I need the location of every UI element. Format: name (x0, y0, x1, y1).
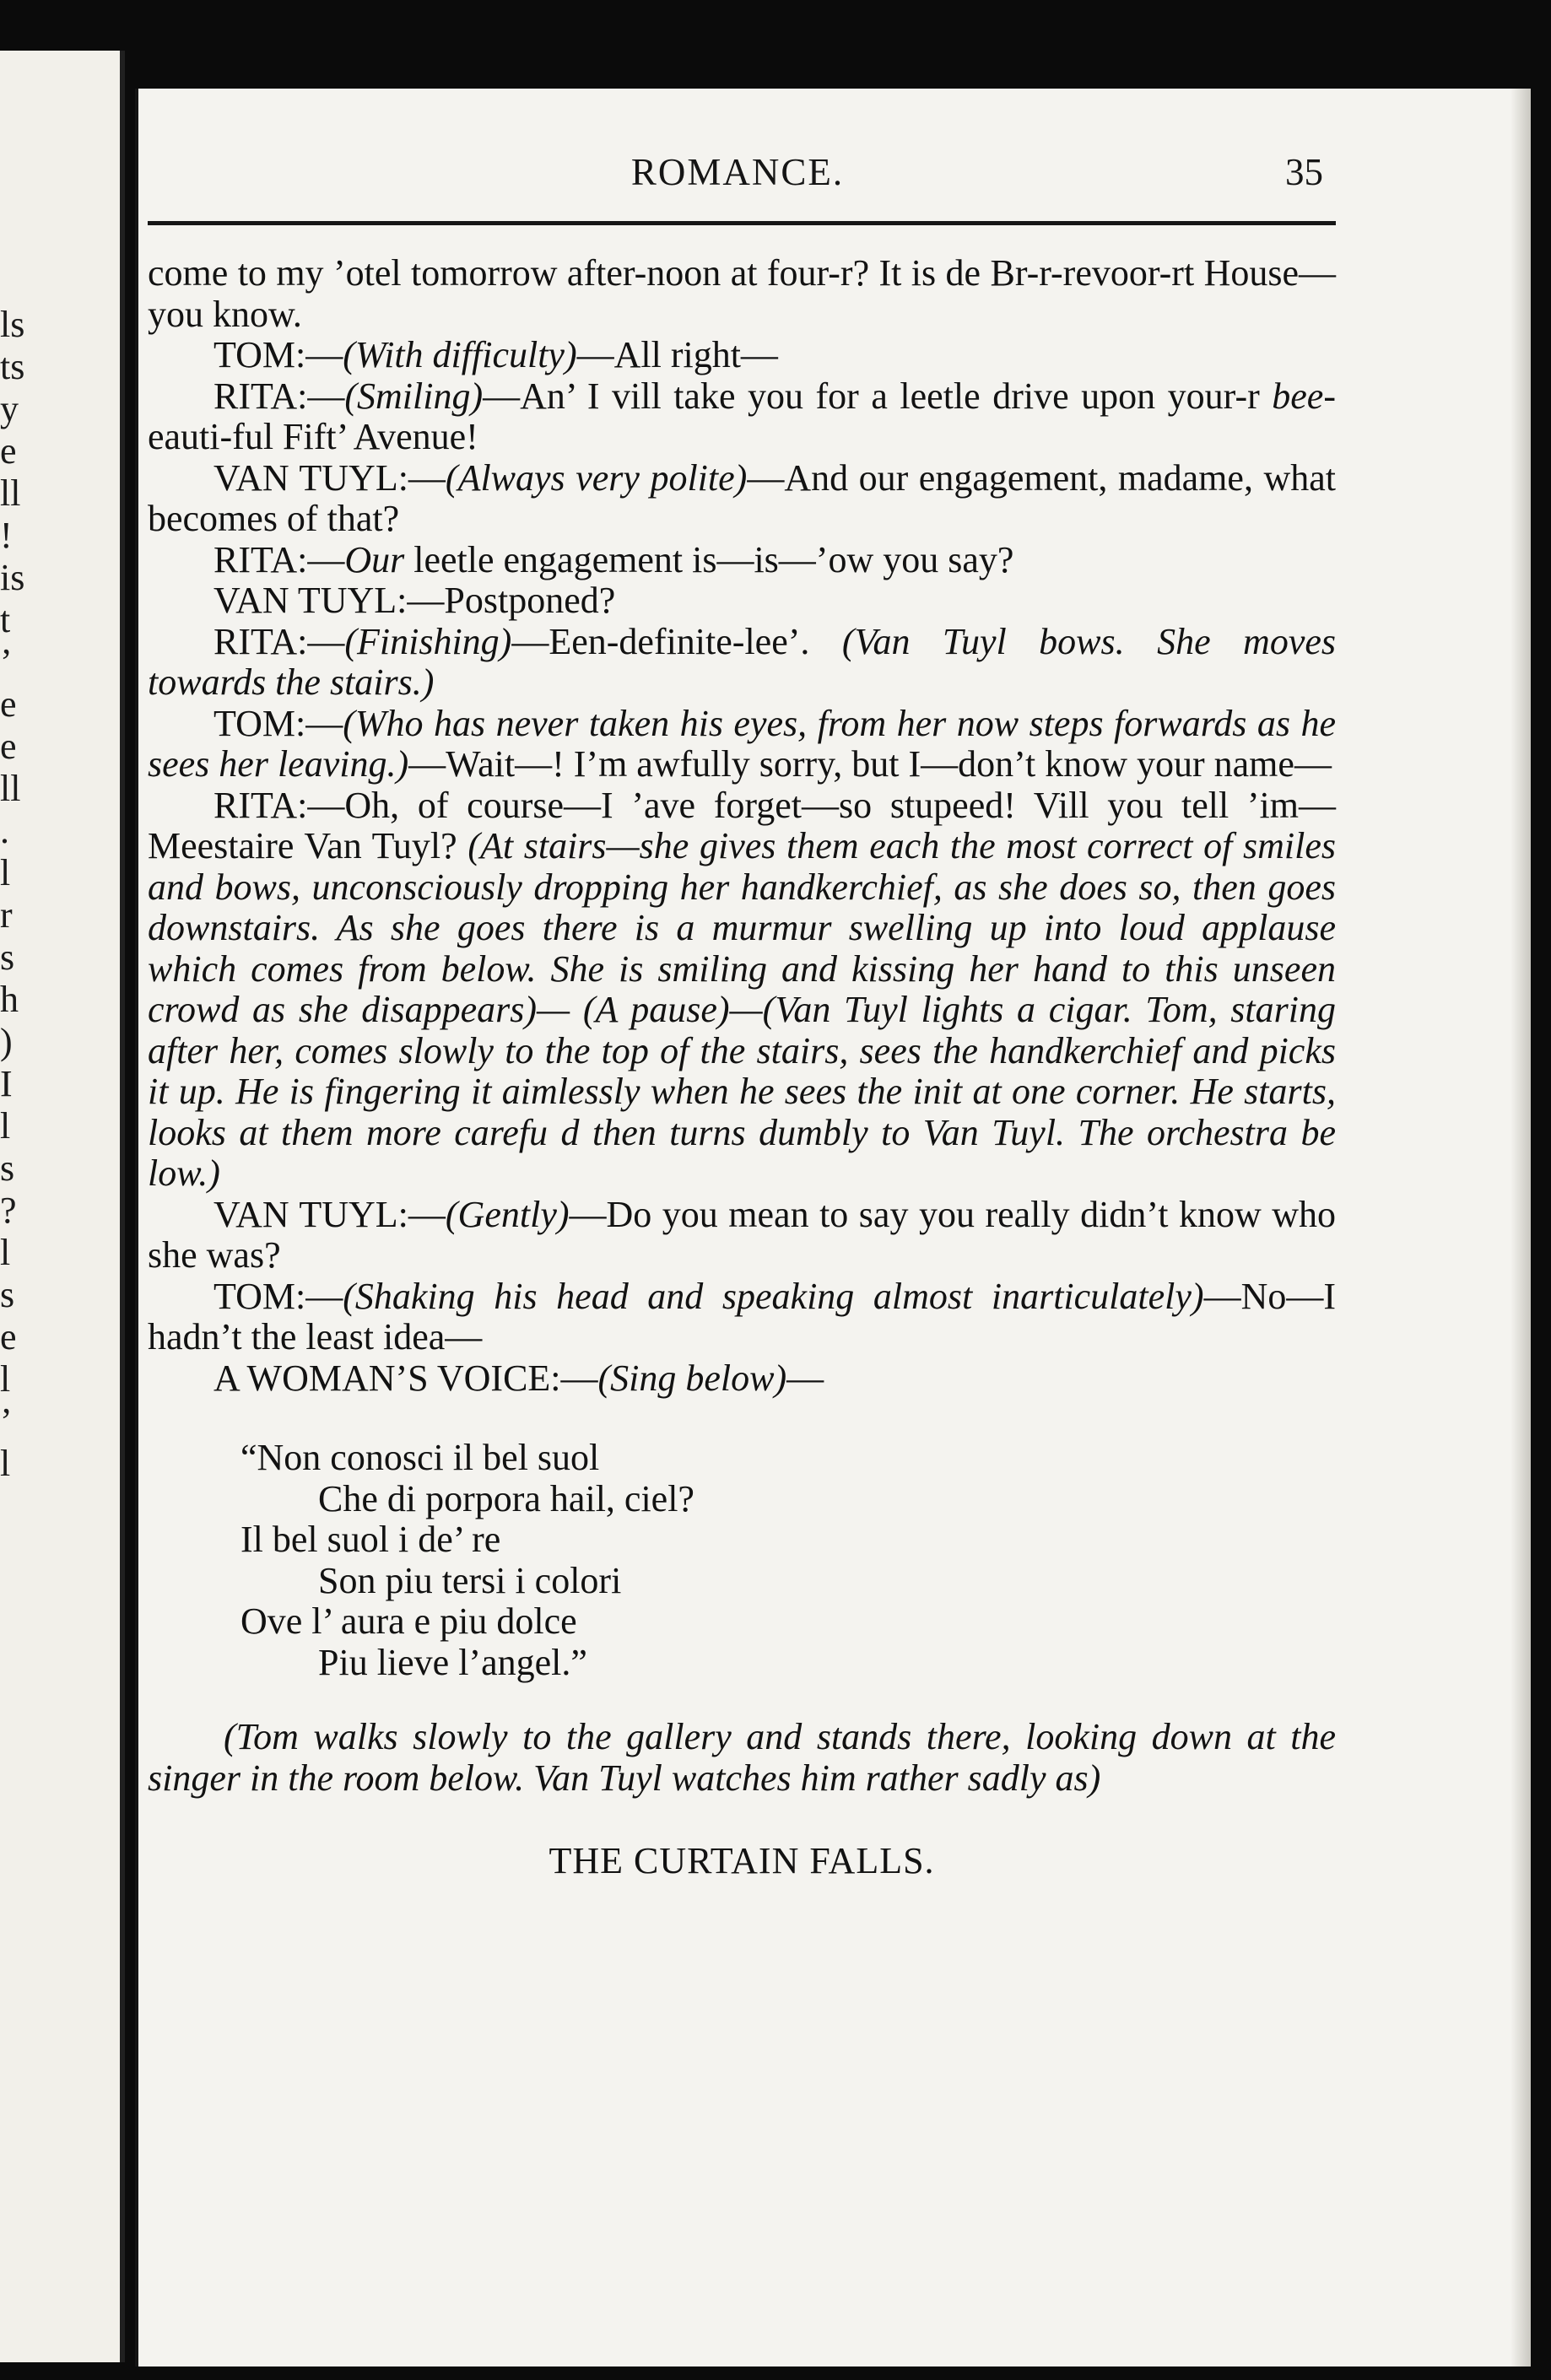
dialogue-text: TOM:— (213, 702, 343, 744)
speech-paragraph (148, 704, 1336, 785)
stage-direction: (With difficulty) (343, 334, 577, 375)
dialogue-text: — (786, 1357, 824, 1399)
facing-fragment: y (0, 388, 19, 429)
dialogue-text: A WOMAN’S VOICE:— (213, 1357, 598, 1399)
facing-fragment: ? (0, 1190, 17, 1231)
speech-paragraph (148, 1276, 1336, 1358)
facing-fragment: ll (0, 768, 21, 809)
dialogue-text: VAN TUYL:— (213, 1193, 446, 1235)
stage-direction: bee (1272, 375, 1324, 417)
dialogue-text: RITA:— (213, 620, 345, 662)
stage-direction: (Finishing) (344, 620, 512, 662)
speech-paragraph (148, 1195, 1336, 1276)
dialogue-text: TOM:— (213, 334, 343, 375)
stage-direction: (Smiling) (344, 375, 484, 417)
facing-fragment: . (0, 810, 9, 851)
song-line: Ove l’ aura e piu dolce (240, 1600, 577, 1642)
stage-direction: (At stairs—she gives them each the most correct of smiles and bows, unconsciously dropping her handkerchief, as she does so, then goes downstairs. As she goes there is a murmur swelling up into loud applause which comes from below. She is smiling and kissing her hand to this unseen crowd as she disappears)— (A pause)—(Van Tuyl lights a cigar. Tom, staring after her, comes slowly to the top of the stairs, sees the handkerchief and picks it up. He is fingering it aimlessly when he sees the init at one corner. He starts, looks at them more carefu d then turns dumbly to Van Tuyl. The orchestra be low.) (148, 825, 1336, 1194)
running-title: ROMANCE. (630, 151, 845, 193)
facing-fragment: t (0, 599, 11, 640)
dialogue-text: —An’ I vill take you for a leetle drive upon your-r (483, 375, 1273, 417)
dialogue-text: —Wait—! I’m awfully sorry, but I—don’t know your name— (408, 743, 1332, 785)
stage-direction: (Sing below) (597, 1357, 787, 1399)
curtain-line: THE CURTAIN FALLS. (549, 1840, 935, 1881)
dialogue-text: —No—I hadn’t the least idea— (148, 1275, 1336, 1357)
continued-paragraph (148, 253, 1336, 335)
facing-fragment: r (0, 894, 13, 936)
facing-fragment: ’ (0, 1400, 13, 1442)
facing-fragment: ’ (0, 641, 13, 683)
stage-direction: (Van Tuyl bows. She moves towards the stairs.) (148, 620, 1337, 703)
facing-fragment: l (0, 1443, 11, 1484)
song-line: Il bel suol i de’ re (240, 1519, 501, 1560)
facing-fragment: is (0, 557, 25, 598)
speech-paragraph (148, 622, 1336, 704)
facing-fragment: s (0, 936, 15, 978)
stage-direction: Our (344, 538, 405, 580)
play-text (148, 253, 1336, 1882)
dialogue-text: come to my ’otel tomorrow after-noon at four-r? It is de Br-r-revoor-rt House—you know. (148, 252, 1336, 335)
song-line: Son piu tersi i colori (318, 1559, 622, 1601)
speech-paragraph (148, 785, 1336, 1195)
facing-fragment: ) (0, 1021, 13, 1062)
speech-paragraph (148, 335, 1336, 376)
dialogue-text: -eauti-ful Fift’ Avenue! (148, 375, 1336, 457)
facing-fragment: e (0, 683, 17, 725)
stage-direction: (Always very polite) (445, 456, 748, 499)
stage-direction: (Shaking his head and speaking almost inarticulately) (343, 1275, 1204, 1317)
speech-paragraph (148, 540, 1336, 581)
song-line: Che di porpora hail, ciel? (318, 1477, 694, 1519)
facing-fragment: s (0, 1274, 15, 1315)
stage-direction: (Who has never taken his eyes, from her now steps forwards as he sees her leaving.) (148, 702, 1336, 785)
dialogue-text: VAN TUYL:— (213, 456, 446, 499)
dialogue-text: RITA:—Oh, of course—I ’ave forget—so stupeed! Vill you tell ’im—Meestaire Van Tuyl? (148, 784, 1336, 866)
dialogue-text: TOM:— (213, 1275, 343, 1317)
facing-fragment: ts (0, 346, 25, 387)
dialogue (148, 253, 1336, 1399)
facing-fragment: ll (0, 472, 21, 514)
speech-paragraph (148, 458, 1336, 540)
facing-fragment: h (0, 979, 19, 1020)
facing-fragment: s (0, 1147, 15, 1189)
dialogue-text: leetle engagement is—is—’ow you say? (404, 538, 1014, 580)
dialogue-text: —Een-definite-lee’. (511, 620, 842, 662)
dialogue-text: RITA:— (213, 375, 345, 417)
facing-fragment: e (0, 726, 17, 767)
song-lyrics (240, 1438, 1336, 1683)
facing-fragment: e (0, 430, 17, 472)
page-number: 35 (1285, 151, 1323, 193)
gutter-shadow (120, 51, 125, 2362)
stage-direction: (Gently) (445, 1193, 570, 1235)
dialogue-text: —Do you mean to say you really didn’t know who she was? (148, 1193, 1337, 1276)
facing-fragment: l (0, 1105, 11, 1147)
facing-page-fragments (0, 304, 25, 1485)
facing-fragment: ls (0, 304, 25, 345)
speech-paragraph (148, 580, 1336, 622)
song-line: “Non conosci il bel suol (240, 1437, 600, 1478)
dialogue-text: RITA:— (213, 538, 345, 580)
facing-fragment: l (0, 852, 11, 893)
speech-paragraph (148, 376, 1336, 458)
speech-paragraph (148, 1358, 1336, 1400)
dialogue-text: —And our engagement, madame, what becomes of that? (148, 456, 1336, 539)
page-edge-shadow (1510, 89, 1531, 2367)
dialogue-text: VAN TUYL:—Postponed? (213, 580, 616, 621)
facing-fragment: l (0, 1232, 11, 1273)
facing-fragment: ! (0, 515, 13, 556)
song-line: Piu lieve l’angel.” (318, 1641, 587, 1683)
facing-page-strip (0, 51, 125, 2362)
facing-fragment: e (0, 1316, 17, 1357)
dialogue-text: —All right— (576, 334, 778, 375)
closing-stage-direction: (Tom walks slowly to the gallery and stands there, looking down at the singer in the room below. Van Tuyl watches him rather sadly as) (148, 1716, 1336, 1799)
page-header (143, 150, 1332, 211)
facing-fragment: l (0, 1358, 11, 1400)
header-rule (148, 221, 1336, 225)
facing-fragment: I (0, 1063, 13, 1104)
